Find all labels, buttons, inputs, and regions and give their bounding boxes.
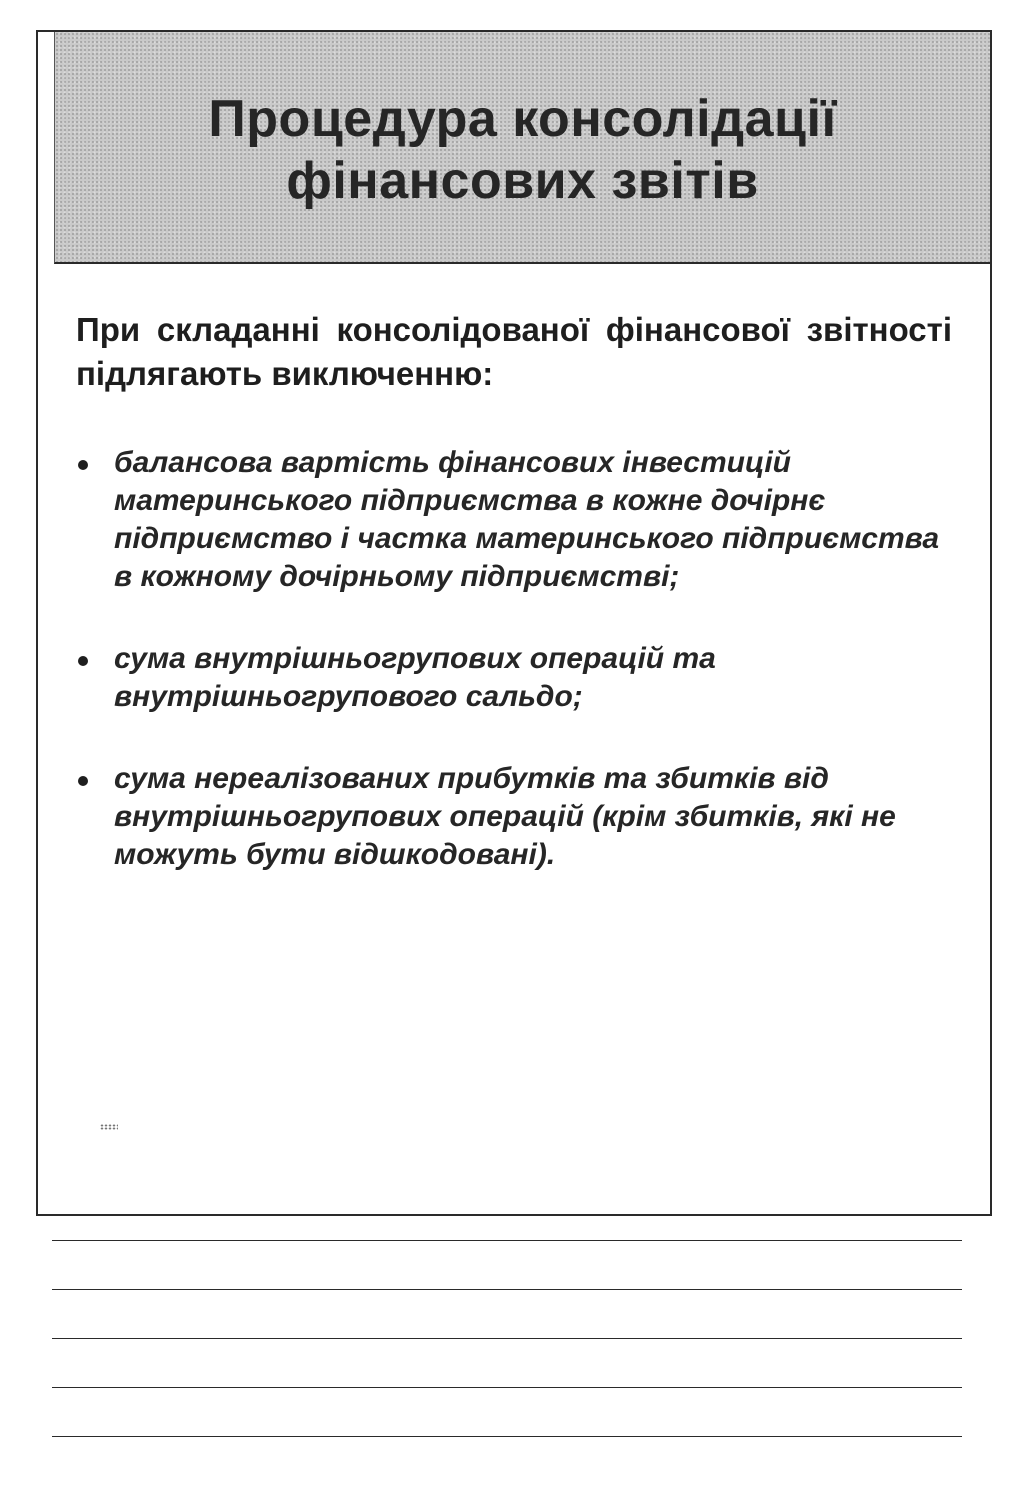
- intro-text: При складанні консолідованої фінансової звітності підлягають виключенню:: [76, 311, 952, 392]
- title-line-1: Процедура консолідації: [208, 90, 837, 148]
- title-line-2: фінансових звітів: [286, 152, 759, 210]
- slide-frame: [36, 30, 992, 1216]
- slide-title: [208, 82, 836, 212]
- scan-artifact: [100, 1124, 118, 1130]
- note-line: [52, 1338, 962, 1339]
- note-line: [52, 1240, 962, 1241]
- note-line: [52, 1289, 962, 1290]
- bullet-text: балансова вартість фінансових інвестицій материнського підприємства в кожне дочірнє підприємство і частка материнського підприємства в кожному дочірньому підприємстві;: [114, 446, 940, 593]
- bullet-item: [76, 640, 952, 716]
- bullet-dot-icon: [78, 460, 88, 470]
- bullet-item: [76, 444, 952, 596]
- note-line: [52, 1387, 962, 1388]
- notes-area: [52, 1240, 962, 1485]
- bullet-text: сума внутрішньогрупових операцій та внутрішньогрупового сальдо;: [114, 642, 716, 713]
- note-line: [52, 1436, 962, 1437]
- bullet-item: [76, 760, 952, 874]
- title-band: [54, 32, 990, 264]
- slide-content: [76, 308, 952, 918]
- bullet-list: [76, 444, 952, 874]
- bullet-text: сума нереалізованих прибутків та збитків від внутрішньогрупових операцій (крім збитків, які не можуть бути відшкодовані).: [114, 762, 896, 871]
- bullet-dot-icon: [78, 656, 88, 666]
- bullet-dot-icon: [78, 776, 88, 786]
